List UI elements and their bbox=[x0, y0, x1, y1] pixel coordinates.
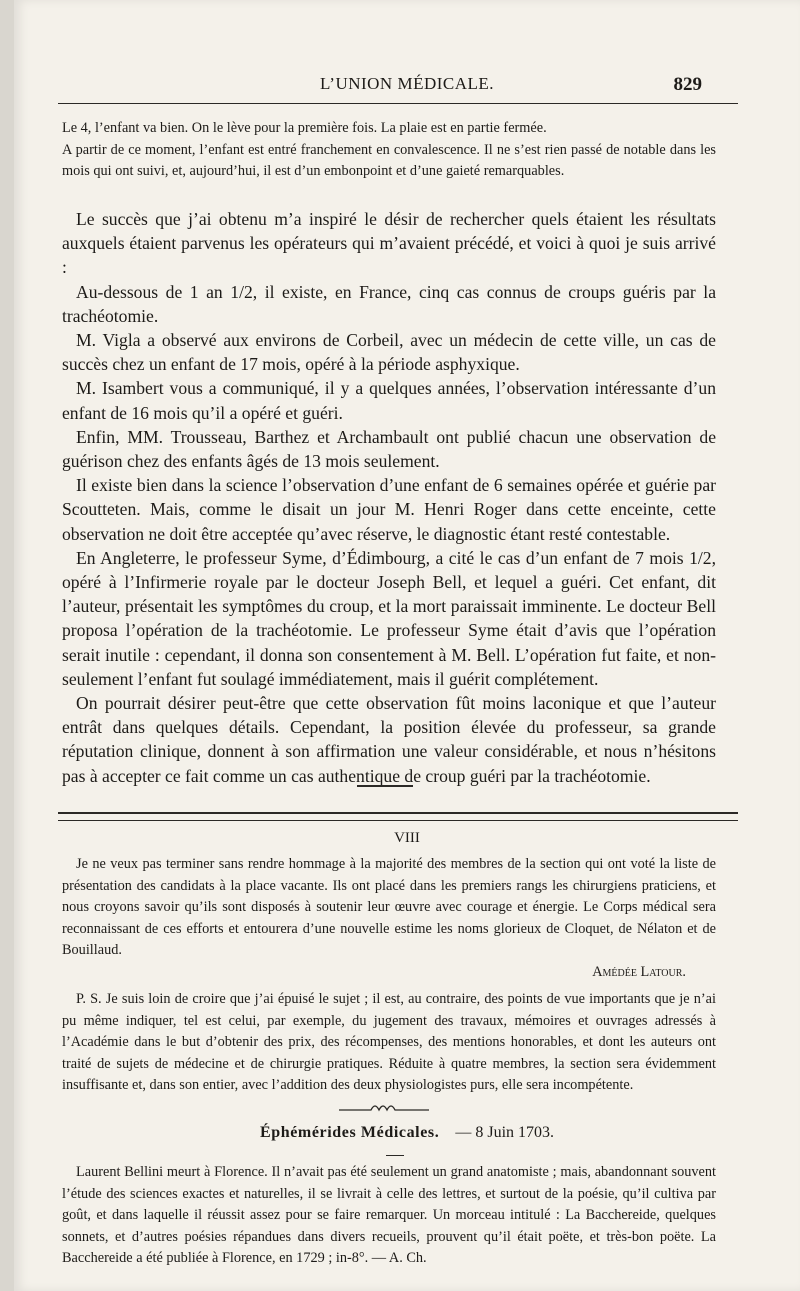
paragraph: Il existe bien dans la science l’observation d’une enfant de 6 semaines opérée et guérie par Scoutteten. Mais, comme le disait un jour M. Henri Roger dans cette enceinte, cette observation ne doit être acceptée qu’avec réserve, le diagnostic étant resté contestable. bbox=[62, 475, 716, 544]
paragraph: En Angleterre, le professeur Syme, d’Édimbourg, a cité le cas d’un enfant de 7 mois 1/2, opéré à l’Infirmerie royale par le docteur Joseph Bell, et lequel a guéri. Cet enfant, dit l’auteur, présentait les symptômes du croup, et la mort paraissait imminente. Le docteur Bell proposa l’opération de la trachéotomie. Le professeur Syme était d’avis que l’opération serait inutile : cependant, il donna son consentement à M. Bell. L’opération fut faite, et non-seulement l’enfant fut soulagé immédiatement, mais il guérit complétement. bbox=[62, 547, 716, 689]
page-number: 829 bbox=[673, 74, 702, 95]
paragraph: Au-dessous de 1 an 1/2, il existe, en France, cinq cas connus de croups guéris par la trachéotomie. bbox=[62, 281, 716, 326]
document-page bbox=[14, 0, 800, 1291]
paragraph: M. Vigla a observé aux environs de Corbeil, avec un médecin de cette ville, un cas de succès chez un enfant de 17 mois, opéré à la période asphyxique. bbox=[62, 330, 716, 375]
paragraph: Enfin, MM. Trousseau, Barthez et Archambault ont publié chacun une observation de guérison chez des enfants âgés de 13 mois seulement. bbox=[62, 426, 716, 472]
section-number: VIII bbox=[394, 830, 420, 846]
running-header bbox=[14, 74, 800, 100]
paragraph: Laurent Bellini meurt à Florence. Il n’avait pas été seulement un grand anatomiste ; mais, abandonnant souvent l’étude des sciences exactes et naturelles, il se livrait à celle des lettres, et surtout de la poésie, qu’il cultiva par goût, et dans laquelle il réussit assez pour se faire remarquer. Un morceau intitulé : La Bacchereide, quelques sonnets, et d’autres poésies répandues dans divers recueils, prouvent qu’il était poëte, et très-bon poëte. La Bacchereide a été publiée à Florence, en 1729 ; in-8°. — A. Ch. bbox=[62, 1164, 716, 1266]
paragraph: Le succès que j’ai obtenu m’a inspiré le désir de rechercher quels étaient les résultats auxquels étaient parvenus les opérateurs qui m’avaient précédé, et voici à quoi je suis arrivé : bbox=[62, 209, 716, 278]
header-rule bbox=[58, 103, 738, 104]
section-viii-text bbox=[62, 854, 716, 1097]
postscript: P. S. Je suis loin de croire que j’ai épuisé le sujet ; il est, au contraire, des points de vue importants que je n’ai pu même indiquer, tel est celui, par exemple, du jugement des travaux, mémoires et ouvrages adressés à l’Académie dans le but d’obtenir des prix, des récompenses, des mentions honorables, et dont les auteurs ont traité de sujets de médecine et de chirurgie pratiques. Réduite à quatre membres, la section sera évidemment insuffisante et, dans son entier, avec l’addition des deux physiologistes purs, elle sera incompétente. bbox=[62, 991, 716, 1093]
paragraph: Le 4, l’enfant va bien. On le lève pour la première fois. La plaie est en partie fermée. bbox=[62, 120, 547, 136]
ephemerides-date: — 8 Juin 1703. bbox=[455, 1124, 555, 1141]
main-text bbox=[62, 207, 716, 788]
signature: Amédée Latour. bbox=[592, 963, 686, 980]
ephemerides-title: Éphémérides Médicales. bbox=[259, 1124, 440, 1141]
case-conclusion bbox=[62, 118, 716, 183]
paragraph: On pourrait désirer peut-être que cette observation fût moins laconique et que l’auteur entrât dans quelques détails. Cependant, la position élevée du professeur, sa grande réputation clinique, donnent à son affirmation une valeur considérable, et nous n’hésitons pas à accepter ce fait comme un cas authentique de croup guéri par la trachéotomie. bbox=[62, 693, 716, 786]
paragraph: Je ne veux pas terminer sans rendre hommage à la majorité des membres de la section qui ont voté la liste de présentation des candidats à la place vacante. Ils ont placé dans les premiers rangs les chirurgiens praticiens, et nous croyons savoir qu’ils sont disposés à soutenir leur œuvre avec courage et énergie. Le Corps médical sera reconnaissant de ces efforts et entourera d’une nouvelle estime les noms glorieux de Cloquet, de Nélaton et de Bouillaud. bbox=[62, 856, 716, 958]
ephemerides-text bbox=[62, 1162, 716, 1270]
ornament-flourish bbox=[339, 1100, 429, 1114]
section-divider bbox=[58, 812, 738, 821]
journal-title: L’UNION MÉDICALE. bbox=[319, 74, 495, 93]
paragraph: M. Isambert vous a communiqué, il y a quelques années, l’observation intéressante d’un enfant de 16 mois qu’il a opéré et guéri. bbox=[62, 378, 716, 423]
section-end-rule bbox=[357, 785, 413, 787]
heading-dash bbox=[386, 1155, 404, 1156]
paragraph: A partir de ce moment, l’enfant est entré franchement en convalescence. Il ne s’est rien passé de notable dans les mois qui ont suivi, et, aujourd’hui, il est d’un embonpoint et d’une gaieté remarquables. bbox=[62, 141, 716, 179]
ephemerides-heading bbox=[14, 1124, 800, 1142]
